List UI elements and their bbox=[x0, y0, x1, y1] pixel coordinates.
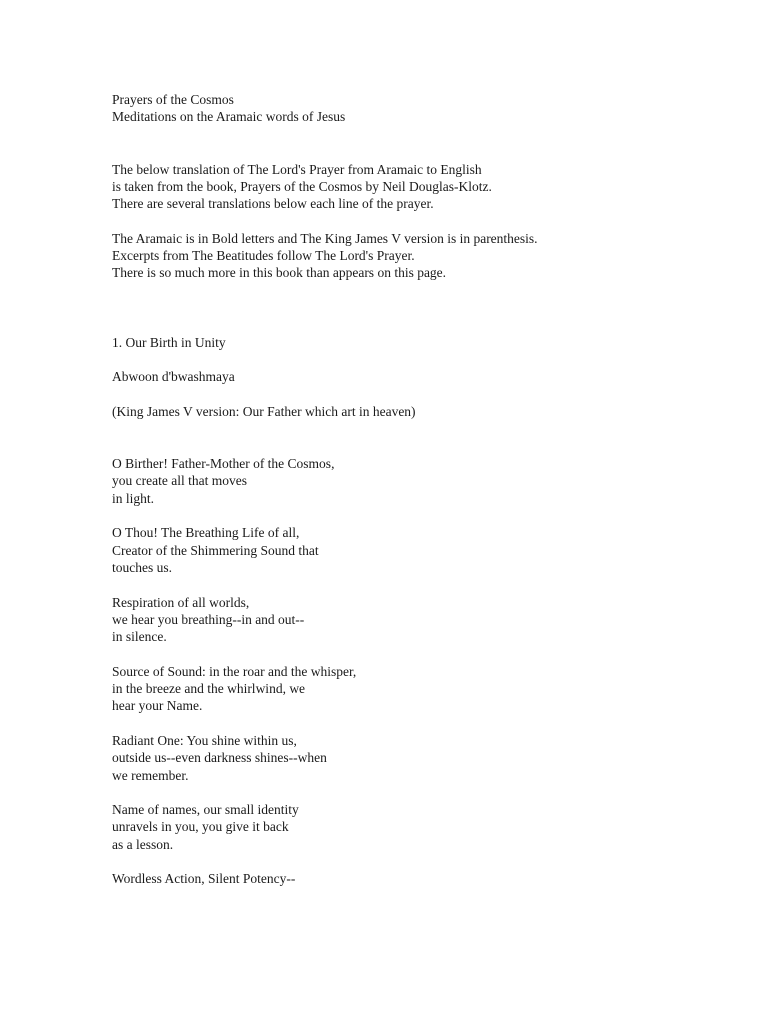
stanza bbox=[112, 594, 672, 646]
stanza-line: Name of names, our small identity bbox=[112, 802, 299, 818]
stanza-line: we remember. bbox=[112, 767, 189, 783]
kjv-line: (King James V version: Our Father which art in heaven) bbox=[112, 403, 416, 419]
aramaic-line: Abwoon d'bwashmaya bbox=[112, 369, 235, 385]
stanza-line: in silence. bbox=[112, 629, 167, 645]
intro-line: is taken from the book, Prayers of the Cosmos by Neil Douglas-Klotz. bbox=[112, 178, 492, 194]
stanza bbox=[112, 455, 672, 507]
stanza bbox=[112, 524, 672, 576]
intro-line: There are several translations below each line of the prayer. bbox=[112, 196, 434, 212]
stanza-line: hear your Name. bbox=[112, 698, 203, 714]
intro-paragraph-1 bbox=[112, 161, 672, 213]
stanza bbox=[112, 801, 672, 853]
intro-line: Excerpts from The Beatitudes follow The Lord's Prayer. bbox=[112, 248, 415, 264]
stanza bbox=[112, 663, 672, 715]
stanza-line: in the breeze and the whirlwind, we bbox=[112, 681, 306, 697]
stanza-line: Radiant One: You shine within us, bbox=[112, 732, 297, 748]
stanza bbox=[112, 870, 672, 887]
document-page bbox=[112, 91, 672, 888]
intro-paragraph-2 bbox=[112, 230, 672, 282]
stanza-line: you create all that moves bbox=[112, 473, 247, 489]
stanza bbox=[112, 732, 672, 784]
stanza-line: as a lesson. bbox=[112, 836, 174, 852]
intro-line: There is so much more in this book than appears on this page. bbox=[112, 265, 447, 281]
stanza-line: touches us. bbox=[112, 559, 172, 575]
stanza-line: Source of Sound: in the roar and the whisper, bbox=[112, 663, 357, 679]
stanza-line: Creator of the Shimmering Sound that bbox=[112, 542, 319, 558]
stanza-line: unravels in you, you give it back bbox=[112, 819, 289, 835]
document-title: Prayers of the Cosmos bbox=[112, 92, 234, 107]
stanza-line: outside us--even darkness shines--when bbox=[112, 750, 327, 766]
stanza-line: Wordless Action, Silent Potency-- bbox=[112, 871, 296, 887]
intro-line: The below translation of The Lord's Prayer from Aramaic to English bbox=[112, 161, 482, 177]
stanza-line: O Birther! Father-Mother of the Cosmos, bbox=[112, 456, 335, 472]
document-subtitle: Meditations on the Aramaic words of Jesus bbox=[112, 109, 346, 125]
stanza-line: Respiration of all worlds, bbox=[112, 594, 250, 610]
stanza-line: in light. bbox=[112, 490, 155, 506]
stanza-line: O Thou! The Breathing Life of all, bbox=[112, 525, 300, 541]
stanza-line: we hear you breathing--in and out-- bbox=[112, 611, 305, 627]
section-heading: 1. Our Birth in Unity bbox=[112, 334, 226, 350]
intro-line: The Aramaic is in Bold letters and The King James V version is in parenthesis. bbox=[112, 230, 538, 246]
